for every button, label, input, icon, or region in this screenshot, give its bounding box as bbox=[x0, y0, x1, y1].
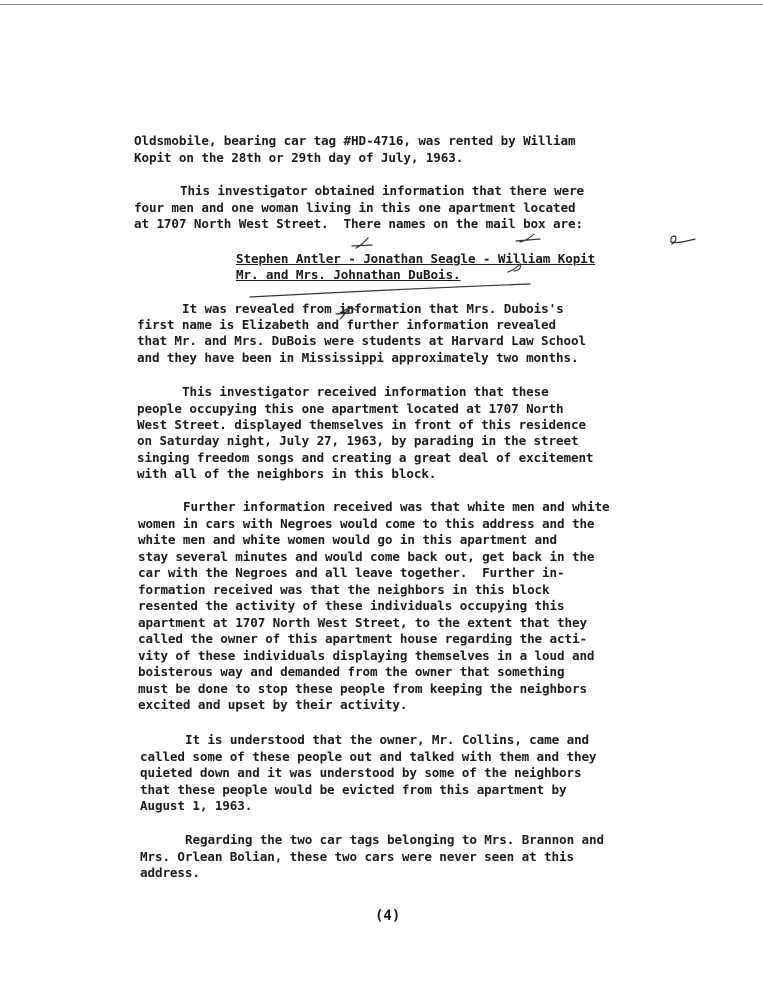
text-line: Mrs. Orlean Bolian, these two cars were never seen at this bbox=[140, 849, 574, 864]
text-line: boisterous way and demanded from the owner that something bbox=[138, 664, 565, 679]
text-line: stay several minutes and would come back out, get back in the bbox=[138, 549, 595, 564]
text-line: singing freedom songs and creating a great deal of excitement bbox=[137, 450, 594, 465]
text-line: on Saturday night, July 27, 1963, by parading in the street bbox=[137, 433, 579, 448]
pen-underline bbox=[250, 284, 530, 297]
text-line: quieted down and it was understood by some of the neighbors bbox=[140, 765, 582, 780]
text-line: Oldsmobile, bearing car tag #HD-4716, was rented by William bbox=[134, 133, 576, 148]
text-line: excited and upset by their activity. bbox=[138, 697, 408, 712]
text-line: Stephen Antler - Jonathan Seagle - William Kopit bbox=[236, 251, 596, 266]
text-line: car with the Negroes and all leave together. Further in- bbox=[138, 565, 565, 580]
text-line: It was revealed from information that Mrs. Dubois's bbox=[182, 301, 564, 316]
text-line: apartment at 1707 North West Street, to the extent that they bbox=[138, 615, 587, 630]
text-line: that Mr. and Mrs. DuBois were students at Harvard Law School bbox=[137, 333, 586, 348]
text-line: four men and one woman living in this one apartment located bbox=[134, 200, 576, 215]
page-top-border bbox=[0, 4, 763, 5]
text-line: at 1707 North West Street. There names on the mail box are: bbox=[134, 216, 583, 231]
text-line: resented the activity of these individuals occupying this bbox=[138, 598, 565, 613]
pen-tick-mark bbox=[516, 234, 540, 242]
text-line: This investigator received information that these bbox=[182, 384, 549, 399]
text-line: It is understood that the owner, Mr. Collins, came and bbox=[185, 732, 590, 747]
text-line: August 1, 1963. bbox=[140, 798, 253, 813]
text-line: Mr. and Mrs. Johnathan DuBois. bbox=[236, 267, 461, 282]
text-line: people occupying this one apartment located at 1707 North bbox=[137, 401, 564, 416]
text-line: must be done to stop these people from keeping the neighbors bbox=[138, 681, 587, 696]
text-line: and they have been in Mississippi approximately two months. bbox=[137, 350, 579, 365]
text-line: white men and white women would go in this apartment and bbox=[138, 532, 557, 547]
text-line: Regarding the two car tags belonging to Mrs. Brannon and bbox=[185, 832, 604, 847]
text-line: West Street. displayed themselves in front of this residence bbox=[137, 417, 586, 432]
text-line: vity of these individuals displaying themselves in a loud and bbox=[138, 648, 595, 663]
text-line: address. bbox=[140, 865, 200, 880]
text-line: first name is Elizabeth and further information revealed bbox=[137, 317, 556, 332]
text-line: called the owner of this apartment house regarding the acti- bbox=[138, 631, 587, 646]
pen-tick-mark bbox=[671, 236, 695, 244]
text-line: formation received was that the neighbors in this block bbox=[138, 582, 550, 597]
text-line: called some of these people out and talked with them and they bbox=[140, 749, 597, 764]
text-line: Kopit on the 28th or 29th day of July, 1963. bbox=[134, 150, 464, 165]
pen-tick-mark bbox=[352, 238, 372, 248]
text-line: that these people would be evicted from this apartment by bbox=[140, 782, 567, 797]
text-line: with all of the neighbors in this block. bbox=[137, 466, 437, 481]
text-line: This investigator obtained information that there were bbox=[180, 183, 585, 198]
text-line: Further information received was that white men and white bbox=[183, 499, 610, 514]
page-number: (4) bbox=[375, 908, 401, 924]
text-line: women in cars with Negroes would come to this address and the bbox=[138, 516, 595, 531]
